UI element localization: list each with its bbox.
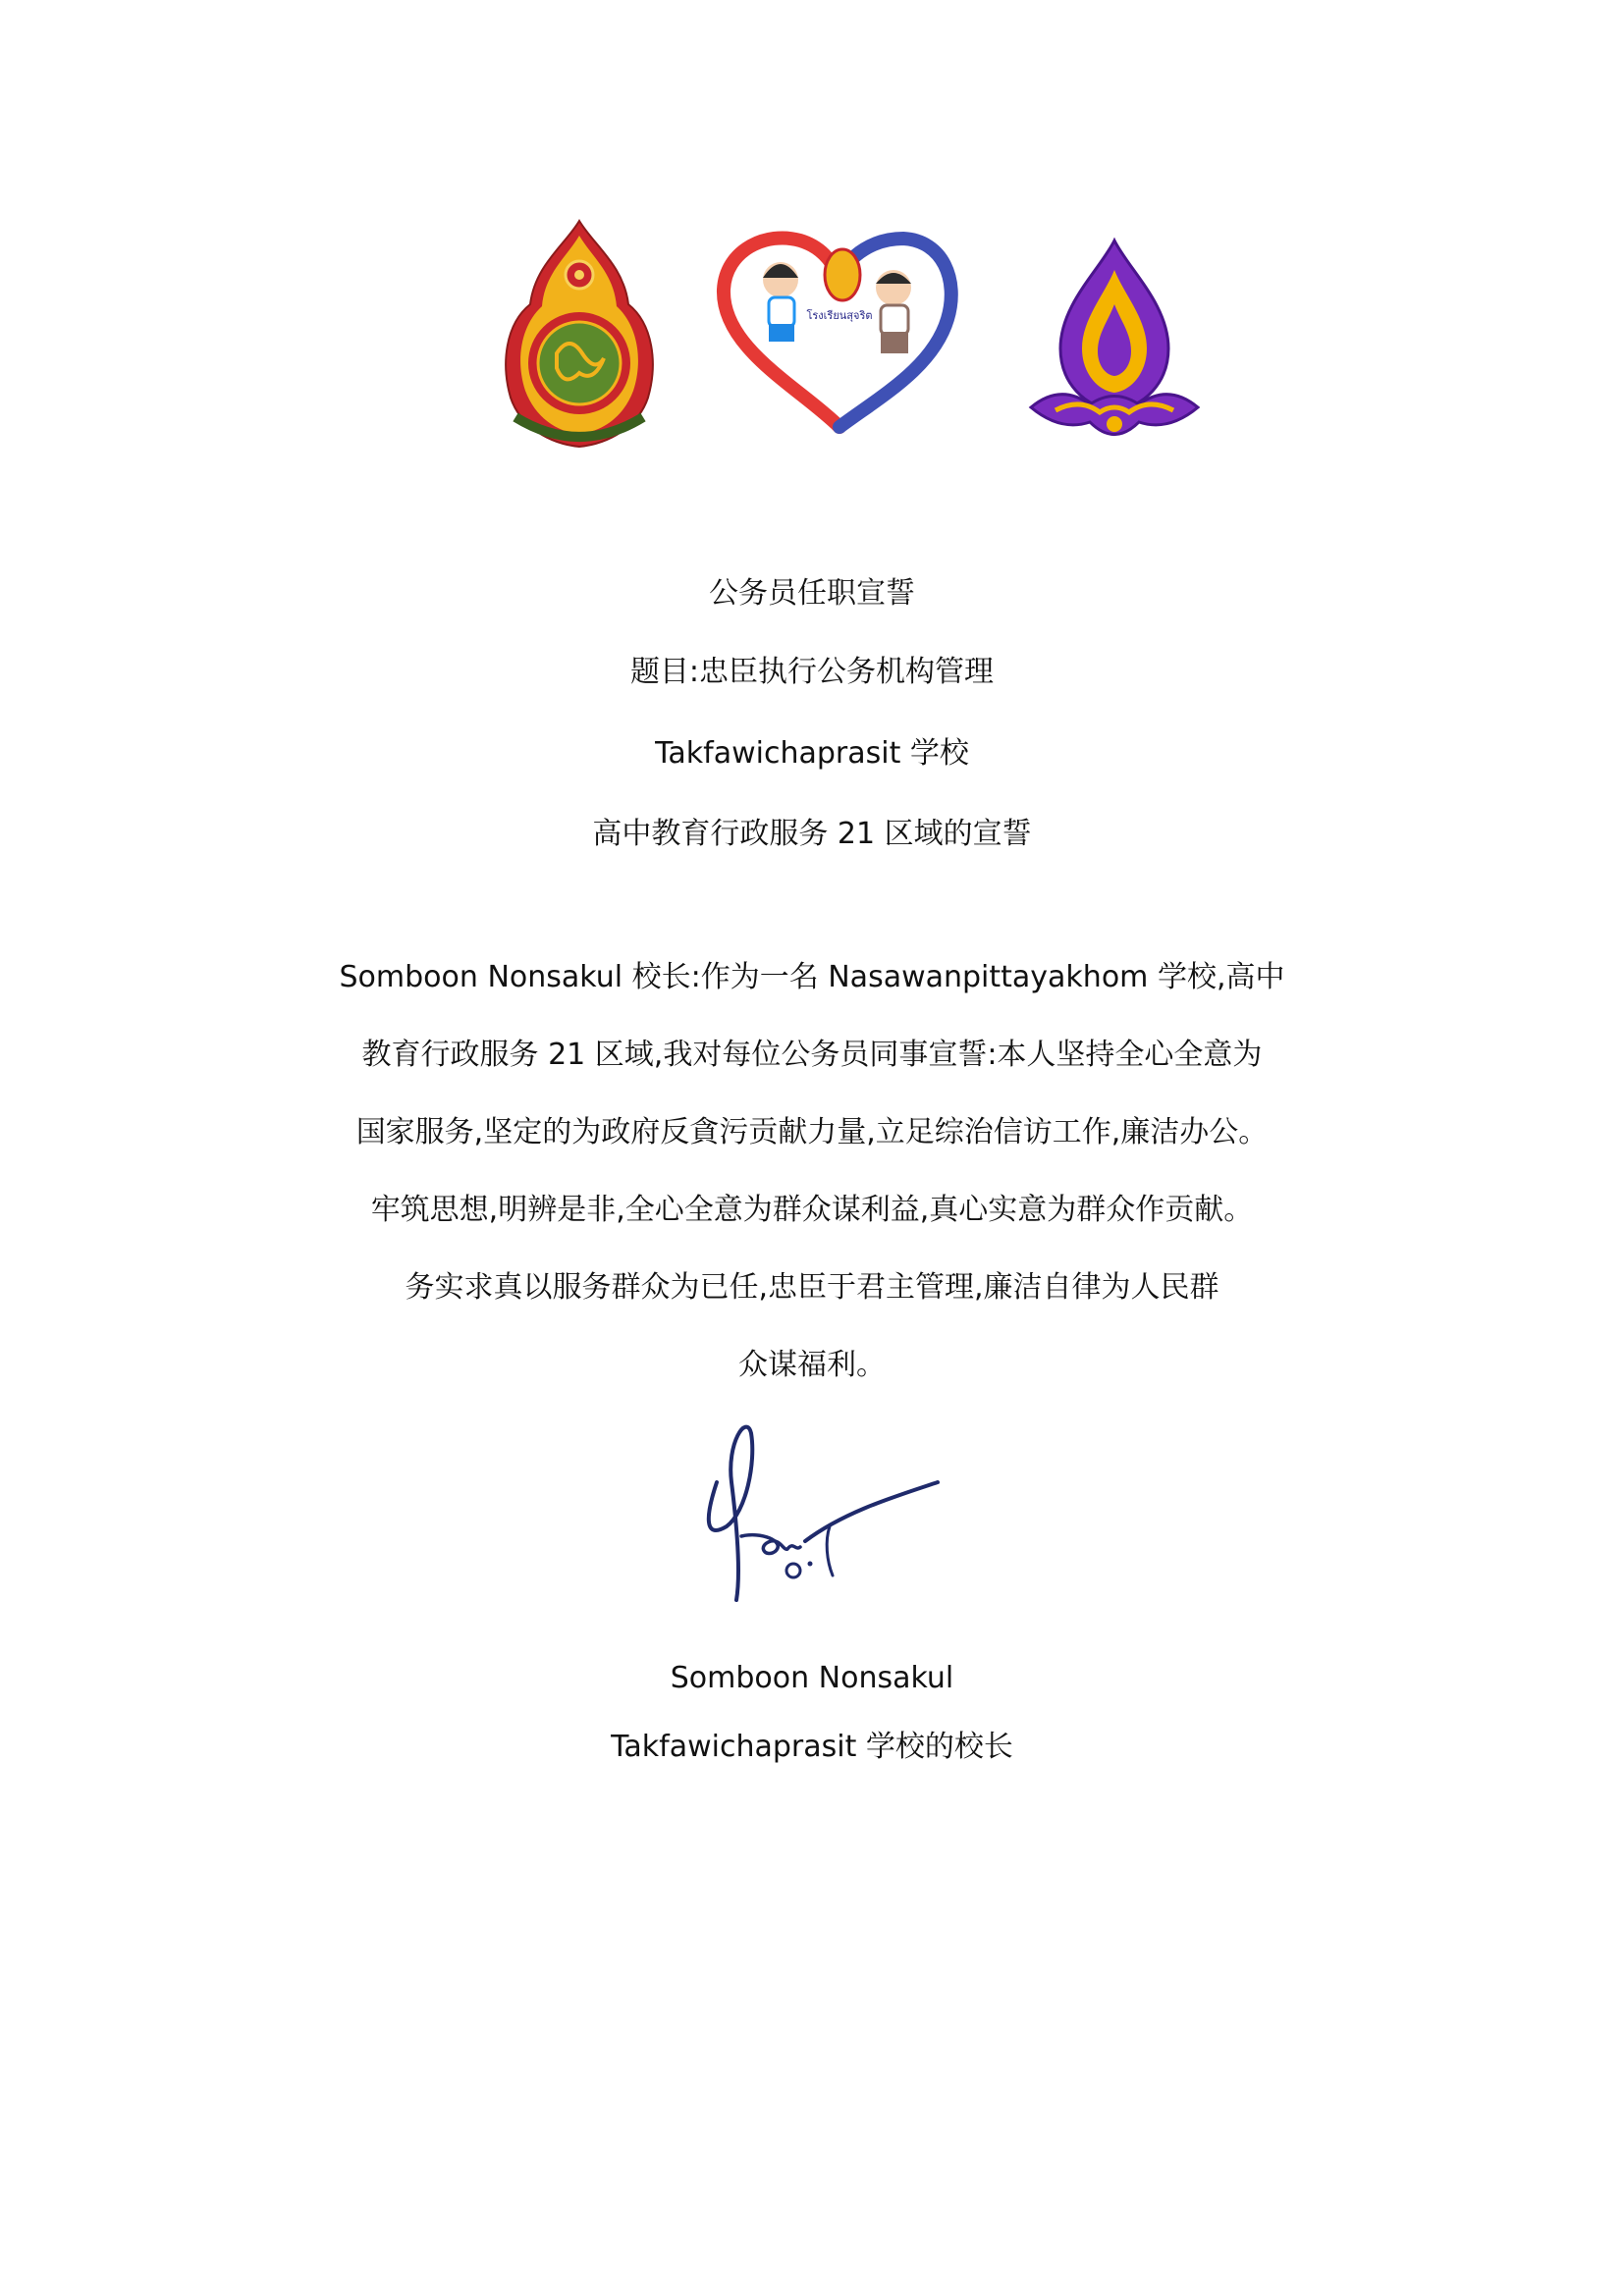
svg-text:โรงเรียนสุจริต: โรงเรียนสุจริต xyxy=(806,309,873,322)
body-line-2: 教育行政服务 21 区域,我对每位公务员同事宣誓:本人坚持全心全意为 xyxy=(361,1038,1263,1072)
body-line-1: Somboon Nonsakul 校长:作为一名 Nasawanpittayakhom 学校,高中 xyxy=(339,960,1285,994)
body-line-6: 众谋福利。 xyxy=(738,1348,886,1382)
header-logos xyxy=(0,206,1624,471)
education-ministry-seal-icon xyxy=(496,216,663,452)
oath-heading: 高中教育行政服务 21 区域的宣誓 xyxy=(592,817,1032,851)
signer-title: Takfawichaprasit 学校的校长 xyxy=(611,1730,1013,1764)
heart-children-logo-icon xyxy=(712,221,967,437)
school-name: Takfawichaprasit 学校 xyxy=(655,736,969,771)
body-line-5: 务实求真以服务群众为已任,忠臣于君主管理,廉洁自律为人民群 xyxy=(405,1270,1219,1305)
body-line-4: 牢筑思想,明辨是非,全心全意为群众谋利益,真心实意为群众作贡献。 xyxy=(370,1193,1254,1227)
signer-name: Somboon Nonsakul xyxy=(670,1661,954,1695)
document-subject: 题目:忠臣执行公务机构管理 xyxy=(629,655,995,689)
body-line-3: 国家服务,坚定的为政府反貪污贡献力量,立足综治信访工作,廉洁办公。 xyxy=(355,1115,1269,1149)
handwritten-signature-icon xyxy=(668,1404,962,1620)
document-title: 公务员任职宣誓 xyxy=(709,576,915,611)
purple-flame-emblem-icon xyxy=(1021,236,1208,461)
